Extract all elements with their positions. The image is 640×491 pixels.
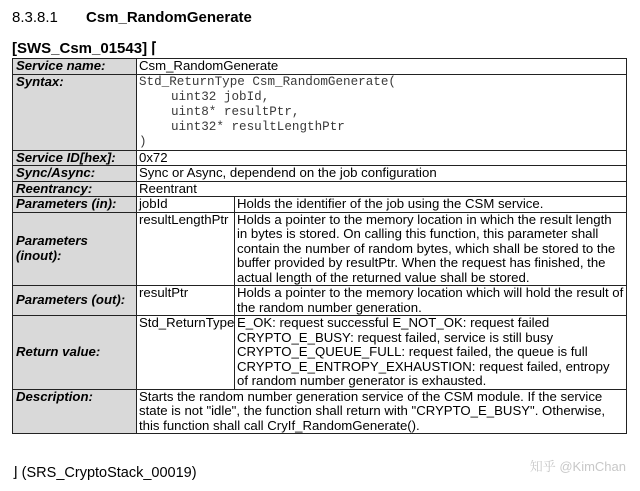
return-value-line-1: E_OK: request successful E_NOT_OK: request failed bbox=[237, 315, 550, 330]
service-name-label: Service name: bbox=[13, 59, 137, 75]
parameters-in-name: jobId bbox=[137, 197, 235, 213]
row-return-value bbox=[13, 316, 627, 390]
parameters-inout-name: resultLengthPtr bbox=[137, 212, 235, 286]
return-value-line-2: CRYPTO_E_BUSY: request failed, service is still busy bbox=[237, 329, 554, 345]
return-value-line-4: CRYPTO_E_ENTROPY_EXHAUSTION: request failed, entropy of random number generator is exhausted. bbox=[237, 358, 610, 388]
service-id-value: 0x72 bbox=[137, 150, 627, 166]
parameters-in-label: Parameters (in): bbox=[13, 197, 137, 213]
reentrancy-value: Reentrant bbox=[137, 181, 627, 197]
syntax-line-5: ) bbox=[139, 134, 147, 149]
requirement-open-bracket: ⌈ bbox=[151, 40, 158, 57]
row-parameters-in bbox=[13, 197, 627, 213]
row-service-name bbox=[13, 59, 627, 75]
syntax-label: Syntax: bbox=[13, 74, 137, 150]
row-service-id bbox=[13, 150, 627, 166]
syntax-line-2: uint32 jobId, bbox=[171, 89, 270, 104]
return-value-line-3: CRYPTO_E_QUEUE_FULL: request failed, the queue is full bbox=[237, 344, 588, 359]
sync-async-value: Sync or Async, dependend on the job configuration bbox=[137, 166, 627, 182]
reentrancy-label: Reentrancy: bbox=[13, 181, 137, 197]
requirement-footer: ⌋ (SRS_CryptoStack_00019) bbox=[12, 465, 197, 481]
section-heading bbox=[12, 8, 252, 28]
api-spec-table bbox=[12, 58, 627, 434]
parameters-out-desc: Holds a pointer to the memory location which will hold the result of the random number generation. bbox=[235, 286, 627, 316]
syntax-line-3: uint8* resultPtr, bbox=[171, 104, 300, 119]
section-number: 8.3.8.1 bbox=[12, 9, 58, 26]
parameters-in-desc: Holds the identifier of the job using the CSM service. bbox=[235, 197, 627, 213]
parameters-inout-desc: Holds a pointer to the memory location in which the result length in bytes is stored. On calling this function, this parameter shall contain the number of random bytes, which shall be stored to the buffer provided by resultPtr. When the request has finished, the actual length of the returned value shall be stored. bbox=[235, 212, 627, 286]
syntax-line-4: uint32* resultLengthPtr bbox=[171, 119, 345, 134]
requirement-id-text: [SWS_Csm_01543] bbox=[12, 40, 148, 57]
service-name-value: Csm_RandomGenerate bbox=[137, 59, 627, 75]
row-parameters-out bbox=[13, 286, 627, 316]
row-sync-async bbox=[13, 166, 627, 182]
parameters-inout-label: Parameters (inout): bbox=[13, 212, 137, 286]
parameters-out-label: Parameters (out): bbox=[13, 286, 137, 316]
return-value-label: Return value: bbox=[13, 316, 137, 390]
watermark: 知乎 @KimChan bbox=[529, 459, 626, 474]
parameters-out-name: resultPtr bbox=[137, 286, 235, 316]
row-description bbox=[13, 389, 627, 434]
return-value-type: Std_ReturnType bbox=[137, 316, 235, 390]
return-value-desc bbox=[235, 316, 627, 390]
row-reentrancy bbox=[13, 181, 627, 197]
row-parameters-inout bbox=[13, 212, 627, 286]
row-syntax bbox=[13, 74, 627, 150]
sync-async-label: Sync/Async: bbox=[13, 166, 137, 182]
section-title: Csm_RandomGenerate bbox=[86, 9, 252, 26]
requirement-id bbox=[12, 40, 157, 58]
syntax-value bbox=[137, 74, 627, 150]
description-label: Description: bbox=[13, 389, 137, 434]
syntax-line-1: Std_ReturnType Csm_RandomGenerate( bbox=[139, 74, 396, 89]
description-value: Starts the random number generation service of the CSM module. If the service state is not "idle", the function shall return with "CRYPTO_E_BUSY". Otherwise, this function shall call CryIf_RandomGenerate(). bbox=[137, 389, 627, 434]
service-id-label: Service ID[hex]: bbox=[13, 150, 137, 166]
